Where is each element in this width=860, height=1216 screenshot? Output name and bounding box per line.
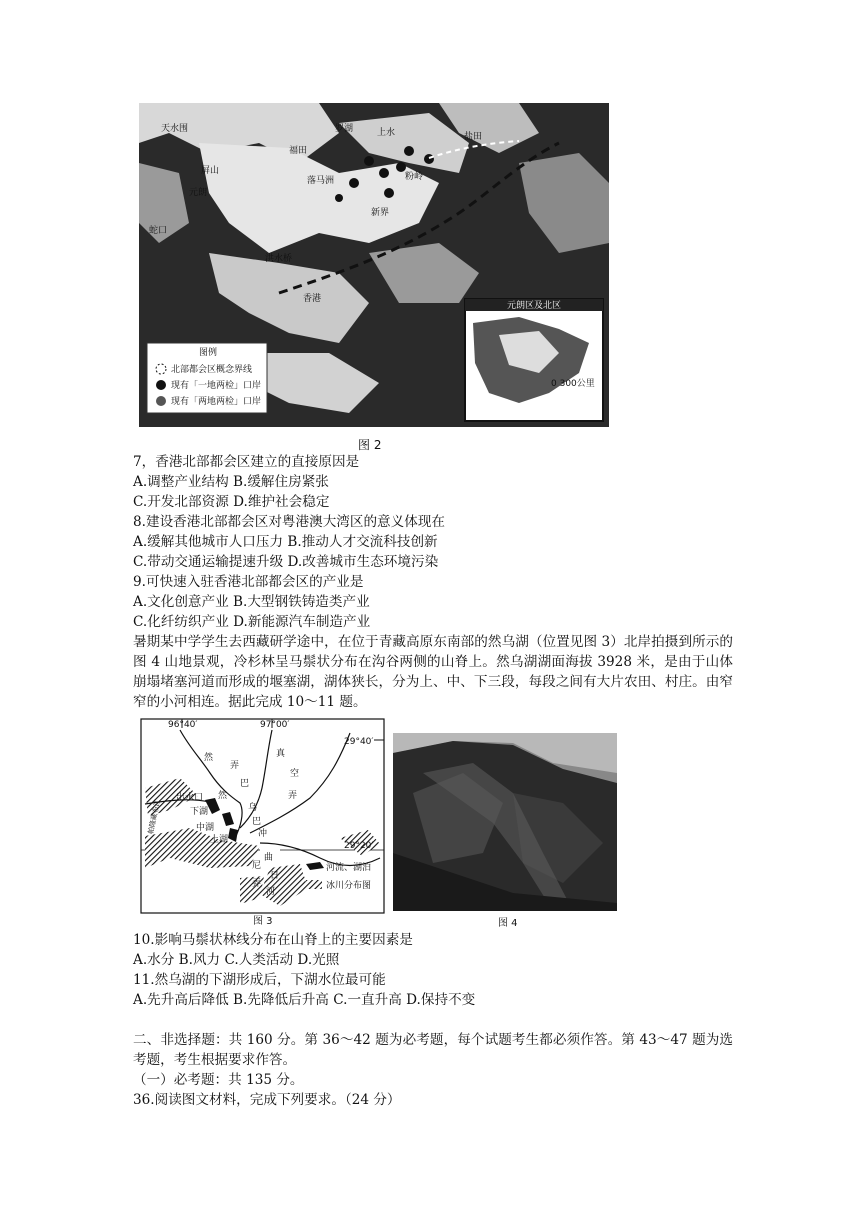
map-label: 然: [204, 753, 214, 763]
lat-label: 29°40′: [344, 737, 374, 747]
section-2-heading: 二、非选择题：共 160 分。第 36～42 题为必考题，每个试题考生都必须作答。第 43～47 题为选考题，考生根据要求作答。: [133, 1032, 733, 1068]
svg-text:北部都会区概念界线: 北部都会区概念界线: [171, 365, 253, 375]
map-label: 弄: [252, 879, 262, 889]
map-label: 巴: [240, 779, 250, 789]
map-label: 中湖: [196, 823, 215, 833]
question-10-options: A.水分 B.风力 C.人类活动 D.光照: [133, 952, 340, 968]
map-label: 曲: [264, 853, 274, 863]
question-8-stem: 8.建设香港北部都会区对粤港澳大湾区的意义体现在: [133, 514, 446, 530]
place-label: 上水: [377, 128, 396, 138]
figure-4-photo: [393, 733, 617, 911]
place-label: 新界: [371, 208, 390, 218]
place-label: 罗湖: [335, 124, 354, 134]
question-10-stem: 10.影响马鬃状林线分布在山脊上的主要因素是: [133, 932, 413, 948]
svg-text:元朗区及北区: 元朗区及北区: [507, 301, 562, 311]
svg-text:图例: 图例: [199, 348, 218, 358]
question-7-options-cd: C.开发北部资源 D.维护社会稳定: [133, 494, 330, 510]
lon-label: 97°00′: [260, 720, 290, 730]
place-label: 元朗: [189, 188, 208, 198]
map-label: 日: [270, 871, 280, 881]
place-label: 粉岭: [405, 172, 424, 182]
place-label: 福田: [289, 146, 308, 156]
map-label: 真: [276, 749, 286, 759]
place-label: 落马洲: [307, 176, 335, 186]
lat-label: 29°20′: [344, 841, 374, 851]
svg-text:0 300公里: 0 300公里: [551, 379, 595, 389]
place-label: 蛇口: [149, 226, 168, 236]
question-11-stem: 11.然乌湖的下湖形成后，下湖水位最可能: [133, 972, 386, 988]
figure-3-map: [140, 718, 385, 914]
place-label: 洪水桥: [265, 254, 293, 264]
svg-text:现有「一地两检」口岸: 现有「一地两检」口岸: [171, 381, 262, 391]
question-9-options-ab: A.文化创意产业 B.大型钢铁铸造类产业: [133, 594, 370, 610]
place-label: 香港: [303, 294, 322, 304]
question-7-stem: 7，香港北部都会区建立的直接原因是: [133, 454, 360, 470]
map-label: 乌: [248, 803, 258, 813]
figure-4-caption: 图 4: [498, 918, 518, 929]
figure-3-caption: 图 3: [253, 916, 273, 927]
map-label: 下湖: [190, 807, 209, 817]
map-label: 空: [290, 769, 300, 779]
map-label: 河: [266, 887, 276, 897]
place-label: 天水围: [161, 124, 189, 134]
question-11-options: A.先升高后降低 B.先降低后升高 C.一直升高 D.保持不变: [133, 992, 476, 1008]
map-label: 帕隆藏布江: [146, 798, 162, 835]
question-9-stem: 9.可快速入驻香港北部都会区的产业是: [133, 574, 364, 590]
map-label: 弄: [230, 761, 240, 771]
map-label: 冲: [258, 829, 268, 839]
figure-2-caption: 图 2: [358, 438, 382, 452]
map-label: 然: [218, 791, 228, 801]
map-label: 上湖: [210, 835, 229, 845]
question-36-stem: 36.阅读图文材料，完成下列要求。（24 分）: [133, 1092, 401, 1108]
place-label: 盐田: [464, 132, 483, 142]
subsection-1-heading: （一）必考题：共 135 分。: [133, 1072, 304, 1088]
legend-river-lake: 河流、湖泊: [326, 863, 372, 873]
question-8-options-ab: A.缓解其他城市人口压力 B.推动人才交流科技创新: [133, 534, 438, 550]
passage-ranwu-lake: 暑期某中学学生去西藏研学途中，在位于青藏高原东南部的然乌湖（位置见图 3）北岸拍摄到所示的图 4 山地景观，冷杉林呈马鬃状分布在沟谷两侧的山脊上。然乌湖湖面海拔 3928 米，是由于山体崩塌堵塞河道而形成的堰塞湖，湖体狭长，分为上、中、下三段，每段之间有大片农田、村庄。由窄窄的小河相连。据此完成 10～11 题。: [133, 634, 733, 710]
map-label: 弄: [288, 791, 298, 801]
place-label: 屏山: [201, 166, 220, 176]
figure-2-map: [139, 103, 609, 427]
map-label: 巴: [252, 817, 262, 827]
figure-2-inset: [465, 299, 603, 421]
map-label: 尼: [252, 861, 262, 871]
svg-text:现有「两地两检」口岸: 现有「两地两检」口岸: [171, 397, 262, 407]
question-9-options-cd: C.化纤纺织产业 D.新能源汽车制造产业: [133, 614, 371, 630]
map-label: 出水口: [176, 793, 204, 803]
legend-glacier: 冰川分布图: [326, 881, 372, 891]
question-8-options-cd: C.带动交通运输提速升级 D.改善城市生态环境污染: [133, 554, 439, 570]
lon-label: 96°40′: [168, 720, 198, 730]
figure-2-legend: [147, 343, 267, 413]
question-7-options-ab: A.调整产业结构 B.缓解住房紧张: [133, 474, 329, 490]
